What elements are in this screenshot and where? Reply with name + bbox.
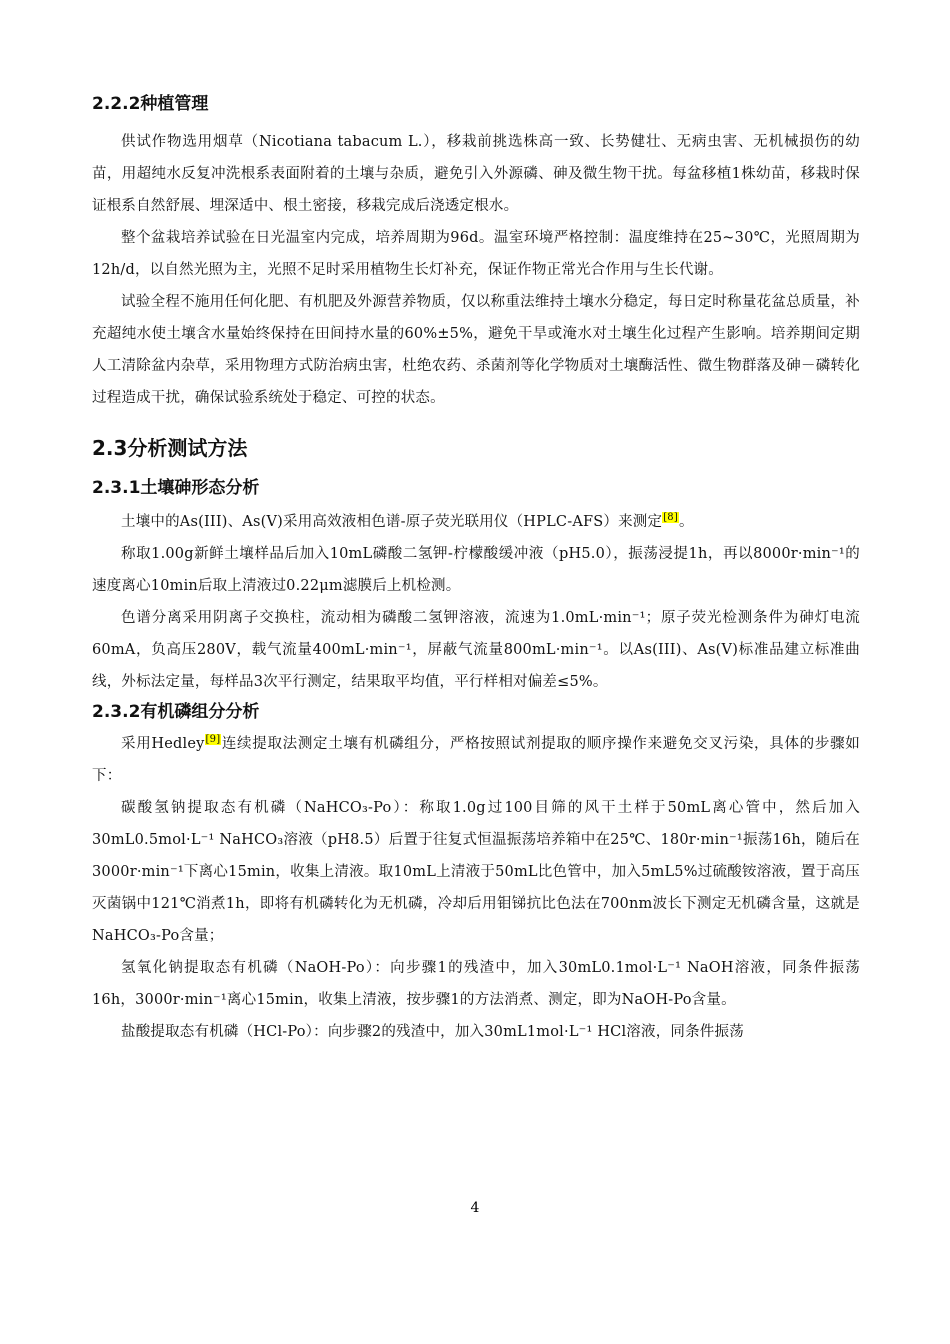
page-number: 4 — [470, 1200, 480, 1216]
section-heading-2-2-2: 2.2.2种植管理 — [92, 94, 209, 114]
text: 土壤中的As(III)、As(V)采用高效液相色谱-原子荧光联用仪（HPLC-AFS）来测定 — [121, 514, 663, 530]
text: 连续提取法测定土壤有机磷组分，严格按照试剂提取的顺序操作来避免交叉污染，具体的步骤如下： — [92, 736, 860, 784]
paragraph: 碳酸氢钠提取态有机磷（NaHCO₃-Po）：称取1.0g过100目筛的风干土样于50mL离心管中，然后加入30mL0.5mol·L⁻¹ NaHCO₃溶液（pH8.5）后置于往复式恒温振荡培养箱中在25℃、180r·min⁻¹振荡16h，随后在3000r·min⁻¹下离心15min，收集上清液。取10mL上清液于50mL比色管中，加入5mL5%过硫酸铵溶液，置于高压灭菌锅中121℃消煮1h，即将有机磷转化为无机磷，冷却后用钼锑抗比色法在700nm波长下测定无机磷含量，这就是NaHCO₃-Po含量； — [92, 800, 860, 944]
section-heading-2-3: 2.3分析测试方法 — [92, 436, 248, 460]
paragraph — [92, 728, 860, 792]
citation-link[interactable]: [9] — [205, 734, 221, 746]
section-heading-2-3-1: 2.3.1土壤砷形态分析 — [92, 478, 260, 498]
paragraph: 供试作物选用烟草（Nicotiana tabacum L.），移栽前挑选株高一致、长势健壮、无病虫害、无机械损伤的幼苗，用超纯水反复冲洗根系表面附着的土壤与杂质，避免引入外源磷、砷及微生物干扰。每盆移植1株幼苗，移栽时保证根系自然舒展、埋深适中、根土密接，移栽完成后浇透定根水。 — [92, 134, 860, 214]
text: 。 — [678, 514, 694, 530]
section-heading-2-3-2: 2.3.2有机磷组分分析 — [92, 702, 260, 722]
paragraph: 试验全程不施用任何化肥、有机肥及外源营养物质，仅以称重法维持土壤水分稳定，每日定时称量花盆总质量，补充超纯水使土壤含水量始终保持在田间持水量的60%±5%，避免干旱或淹水对土壤生化过程产生影响。培养期间定期人工清除盆内杂草，采用物理方式防治病虫害，杜绝农药、杀菌剂等化学物质对土壤酶活性、微生物群落及砷－磷转化过程造成干扰，确保试验系统处于稳定、可控的状态。 — [92, 294, 860, 406]
paragraph: 整个盆栽培养试验在日光温室内完成，培养周期为96d。温室环境严格控制：温度维持在25~30℃，光照周期为12h/d，以自然光照为主，光照不足时采用植物生长灯补充，保证作物正常光合作用与生长代谢。 — [92, 230, 860, 278]
paragraph — [92, 506, 860, 538]
page-content — [92, 92, 860, 1048]
paragraph: 氢氧化钠提取态有机磷（NaOH-Po）：向步骤1的残渣中，加入30mL0.1mol·L⁻¹ NaOH溶液，同条件振荡16h，3000r·min⁻¹离心15min，收集上清液，按步骤1的方法消煮、测定，即为NaOH-Po含量。 — [92, 960, 860, 1008]
citation-link[interactable]: [8] — [663, 512, 678, 524]
paragraph: 盐酸提取态有机磷（HCl-Po）：向步骤2的残渣中，加入30mL1mol·L⁻¹ HCl溶液，同条件振荡 — [121, 1024, 744, 1040]
paragraph: 色谱分离采用阴离子交换柱，流动相为磷酸二氢钾溶液，流速为1.0mL·min⁻¹；原子荧光检测条件为砷灯电流60mA，负高压280V，载气流量400mL·min⁻¹，屏蔽气流量800mL·min⁻¹。以As(III)、As(V)标准品建立标准曲线，外标法定量，每样品3次平行测定，结果取平均值，平行样相对偏差≤5%。 — [92, 610, 860, 690]
text: 采用Hedley — [121, 736, 205, 752]
paragraph: 称取1.00g新鲜土壤样品后加入10mL磷酸二氢钾-柠檬酸缓冲液（pH5.0），振荡浸提1h，再以8000r·min⁻¹的速度离心10min后取上清液过0.22μm滤膜后上机检测。 — [92, 546, 860, 594]
